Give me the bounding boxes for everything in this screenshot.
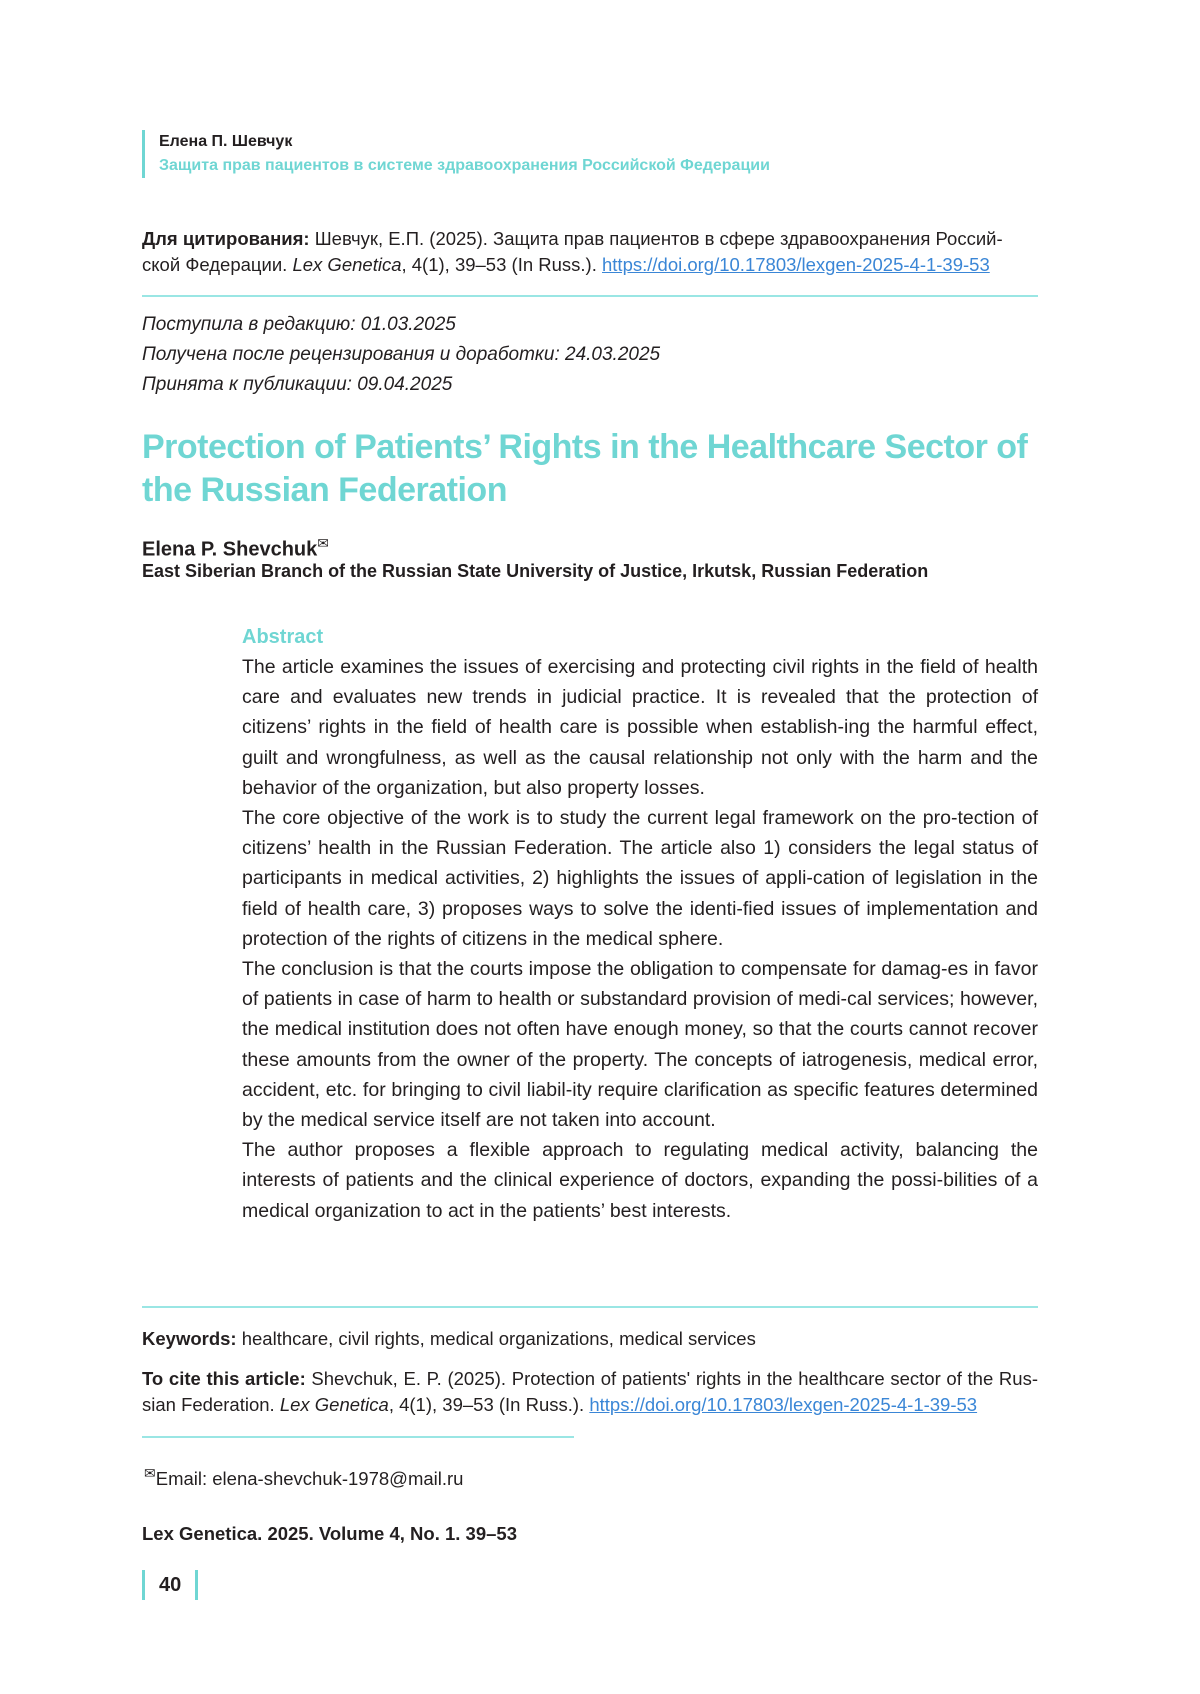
page-number: 40 xyxy=(142,1570,198,1600)
citation-ru-label: Для цитирования: xyxy=(142,228,310,249)
citation-ru-details: , 4(1), 39–53 (In Russ.). xyxy=(401,254,597,275)
citation-ru-doi-link[interactable]: https://doi.org/10.17803/lexgen-2025-4-1-39-53 xyxy=(602,254,990,275)
citation-en-journal: Lex Genetica xyxy=(279,1394,389,1415)
citation-en-doi-link[interactable]: https://doi.org/10.17803/lexgen-2025-4-1-39-53 xyxy=(589,1394,978,1415)
footnote-email xyxy=(144,1460,463,1492)
journal-footer: Lex Genetica. 2025. Volume 4, No. 1. 39–53 xyxy=(142,1523,517,1544)
citation-en-details: , 4(1), 39–53 (In Russ.). xyxy=(388,1394,585,1415)
abstract-heading: Abstract xyxy=(242,626,324,648)
citation-ru-journal: Lex Genetica xyxy=(292,254,402,275)
date-received: Поступила в редакцию: 01.03.2025 xyxy=(142,314,456,335)
date-accepted: Принята к публикации: 09.04.2025 xyxy=(142,374,453,395)
publication-dates xyxy=(142,310,660,400)
mail-icon: ✉ xyxy=(317,535,330,551)
footnote-email-text: Email: elena-shevchuk-1978@mail.ru xyxy=(155,1468,464,1490)
article-author-name: Elena P. Shevchuk xyxy=(142,538,318,561)
keywords-label: Keywords: xyxy=(142,1328,237,1349)
keywords xyxy=(142,1326,756,1352)
abstract-body xyxy=(242,652,1038,1226)
abstract-paragraph: The core objective of the work is to study the current legal framework on the pro-tection of citizens’ health in the Russian Federation. The article also 1) considers the legal status of participants in medical activities, 2) highlights the issues of appli-cation of legislation in the field of health care, 3) proposes ways to solve the identi-fied issues of implementation and protection of the rights of citizens in the medical sphere. xyxy=(242,807,1038,950)
citation-en xyxy=(142,1366,1038,1418)
abstract-paragraph: The article examines the issues of exercising and protecting civil rights in the field of health care and evaluates new trends in judicial practice. It is revealed that the protection of citizens’ rights in the field of health care is possible when establish-ing the harmful effect, guilt and wrongfulness, as well as the causal relationship not only with the harm and the behavior of the organization, but also property losses. xyxy=(242,656,1038,799)
article-affiliation: East Siberian Branch of the Russian State University of Justice, Irkutsk, Russian Federation xyxy=(142,561,929,581)
date-revised: Получена после рецензирования и доработки: 24.03.2025 xyxy=(142,344,661,365)
footnote-rule xyxy=(142,1436,574,1438)
divider xyxy=(142,1306,1038,1308)
abstract-paragraph: The conclusion is that the courts impose the obligation to compensate for damag-es in favor of patients in case of harm to health or substandard provision of medi-cal services; however, the medical institution does not often have enough money, so that the courts cannot recover these amounts from the owner of the property. The concepts of iatrogenesis, medical error, accident, etc. for bringing to civil liabil-ity require clarification as specific features determined by the medical service itself are not taken into account. xyxy=(242,958,1038,1132)
citation-en-label: To cite this article: xyxy=(142,1368,306,1389)
abstract-paragraph: The author proposes a flexible approach to regulating medical activity, balancing the interests of patients and the clinical experience of doctors, expanding the possi-bilities of a medical organization to act in the patients’ best interests. xyxy=(242,1139,1038,1222)
running-header-title: Защита прав пациентов в системе здравоохранения Российской Федерации xyxy=(159,157,770,174)
citation-en-text: Shevchuk, E. P. (2025). Protection of patients' rights in the healthcare sector of the Rus-sian Federation. xyxy=(142,1368,1038,1415)
citation-ru-text: Шевчук, Е.П. (2025). Защита прав пациентов в сфере здравоохранения Россий-ской Федерации. xyxy=(142,228,1003,275)
keywords-text: healthcare, civil rights, medical organizations, medical services xyxy=(241,1328,756,1349)
article-title: Protection of Patients’ Rights in the Healthcare Sector of the Russian Federation xyxy=(142,428,1028,509)
citation-ru xyxy=(142,226,1038,278)
running-header-author: Елена П. Шевчук xyxy=(159,133,293,150)
divider xyxy=(142,295,1038,297)
mail-icon: ✉ xyxy=(144,1465,156,1481)
running-header xyxy=(142,130,770,178)
